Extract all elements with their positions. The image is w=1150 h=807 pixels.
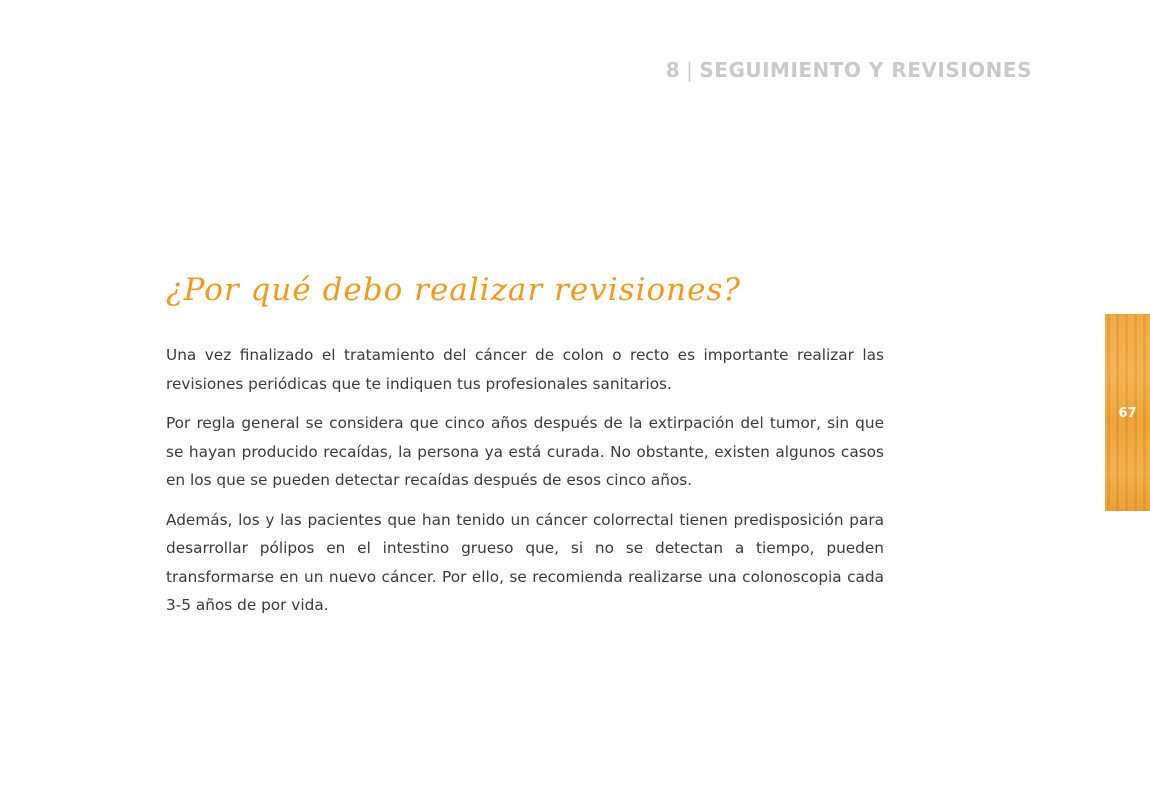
section-heading: ¿Por qué debo realizar revisiones? [166,272,742,308]
page-number: 67 [1118,406,1137,421]
body-text [166,341,884,631]
running-header [666,58,1032,82]
paragraph-2: Por regla general se considera que cinco años después de la extirpación del tumor, sin que se hayan producido recaídas, la persona ya está curada. No obstante, existen algunos casos en los que se pueden detectar recaídas después de esos cinco años. [166,414,884,489]
page-tab [1105,314,1150,511]
paragraph-3: Además, los y las pacientes que han tenido un cáncer colorrectal tienen predisposición para desarrollar pólipos en el intestino grueso que, si no se detectan a tiempo, pueden transformarse en un nuevo cáncer. Por ello, se recomienda realizarse una colonoscopia cada 3-5 años de por vida. [166,510,884,614]
header-separator: | [686,58,694,82]
chapter-title: SEGUIMIENTO Y REVISIONES [699,58,1032,82]
paragraph-1: Una vez finalizado el tratamiento del cáncer de colon o recto es importante realizar las revisiones periódicas que te indiquen tus profesionales sanitarios. [166,346,884,393]
chapter-number: 8 [665,58,681,82]
